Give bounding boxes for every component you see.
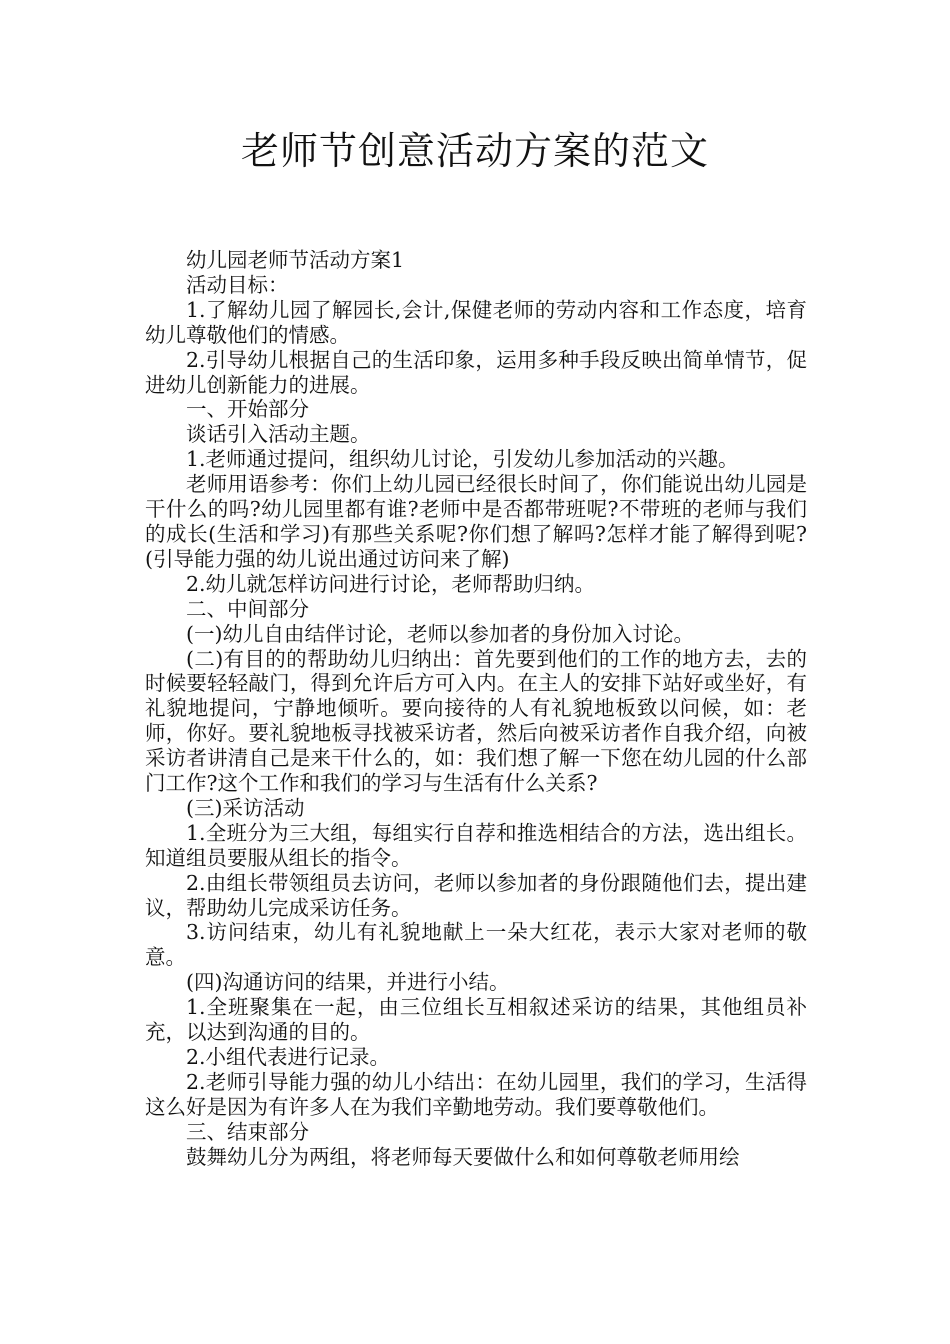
paragraph: 2.由组长带领组员去访问，老师以参加者的身份跟随他们去，提出建议，帮助幼儿完成采访任务。	[145, 870, 807, 920]
paragraph: 1.全班聚集在一起，由三位组长互相叙述采访的结果，其他组员补充，以达到沟通的目的。	[145, 995, 807, 1045]
paragraph: 2.小组代表进行记录。	[186, 1045, 391, 1069]
document-body	[145, 248, 807, 1170]
paragraph: 3.访问结束，幼儿有礼貌地献上一朵大红花，表示大家对老师的敬意。	[145, 920, 807, 970]
paragraph: 2.老师引导能力强的幼儿小结出：在幼儿园里，我们的学习，生活得这么好是因为有许多人在为我们辛勤地劳动。我们要尊敬他们。	[145, 1069, 807, 1119]
paragraph: 1.了解幼儿园了解园长,会计,保健老师的劳动内容和工作态度，培育幼儿尊敬他们的情感。	[145, 297, 807, 347]
paragraph: 2.幼儿就怎样访问进行讨论，老师帮助归纳。	[186, 571, 596, 596]
paragraph: 鼓舞幼儿分为两组，将老师每天要做什么和如何尊敬老师用绘	[186, 1144, 740, 1169]
subsection-heading: (四)沟通访问的结果，并进行小结。	[186, 970, 510, 995]
paragraph: 2.引导幼儿根据自己的生活印象，运用多种手段反映出简单情节，促进幼儿创新能力的进展。	[145, 347, 807, 397]
paragraph: 活动目标：	[186, 272, 289, 297]
paragraph: 1.全班分为三大组，每组实行自荐和推选相结合的方法，选出组长。知道组员要服从组长的指令。	[145, 820, 807, 870]
paragraph: 1.老师通过提问，组织幼儿讨论，引发幼儿参加活动的兴趣。	[186, 447, 739, 472]
paragraph: 老师用语参考：你们上幼儿园已经很长时间了，你们能说出幼儿园是干什么的吗?幼儿园里都有谁?老师中是否都带班呢?不带班的老师与我们的成长(生活和学习)有那些关系呢?你们想了解吗?怎样才能了解得到呢?(引导能力强的幼儿说出通过访问来了解)	[145, 472, 807, 571]
document-title: 老师节创意活动方案的范文	[240, 129, 709, 173]
paragraph: (一)幼儿自由结伴讨论，老师以参加者的身份加入讨论。	[186, 621, 694, 646]
paragraph: (二)有目的的帮助幼儿归纳出：首先要到他们的工作的地方去，去的时候要轻轻敲门，得到允许后方可入内。在主人的安排下站好或坐好，有礼貌地提问，宁静地倾听。要向接待的人有礼貌地板致以问候，如：老师，你好。要礼貌地板寻找被采访者，然后向被采访者作自我介绍，向被采访者讲清自己是来干什么的，如：我们想了解一下您在幼儿园的什么部门工作?这个工作和我们的学习与生活有什么关系?	[145, 646, 807, 796]
paragraph: 幼儿园老师节活动方案1	[186, 248, 405, 272]
section-heading: 二、中间部分	[186, 596, 309, 621]
subsection-heading: (三)采访活动	[186, 795, 305, 820]
section-heading: 三、结束部分	[186, 1119, 309, 1144]
section-heading: 一、开始部分	[186, 397, 309, 422]
paragraph: 谈话引入活动主题。	[186, 422, 371, 447]
